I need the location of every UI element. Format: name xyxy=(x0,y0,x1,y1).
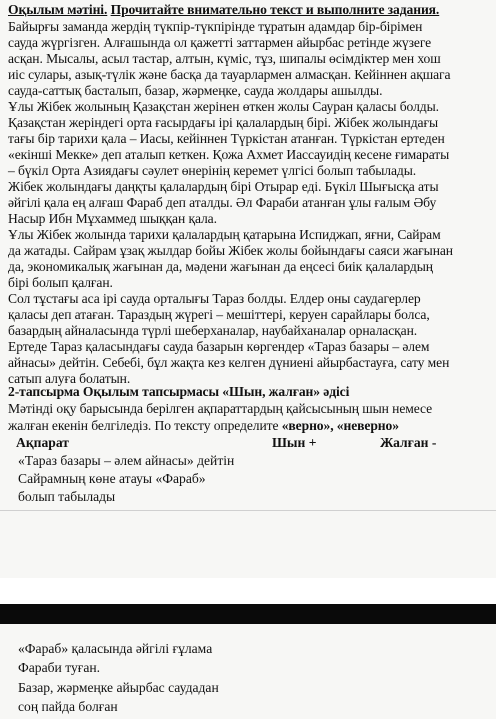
task-title: 2-тапсырма Оқылым тапсырмасы «Шын, жалған» әдісі xyxy=(8,384,350,399)
page-edge-divider xyxy=(0,510,496,511)
text-line: иіс сулары, азық-түлік және басқа да тауарлармен алмасқан. Кейіннен ақшага xyxy=(8,67,451,82)
text-line: сауда жүргізген. Алғашында ол қажетті заттармен айырбас ретінде жүзеге xyxy=(8,35,432,50)
text-line: қаласы деп атаған. Тараздың жүрегі – мешіттері, керуен сарайлары болса, xyxy=(8,307,430,322)
text-line: Жібек жолындағы даңқты қалалардың бірі Отырар еді. Бүкіл Шығысқа аты xyxy=(8,179,439,194)
text-line: бірі болып қалған. xyxy=(8,275,113,290)
table-row: соң пайда болған xyxy=(18,699,118,714)
text-line: әйгілі қала ең алғаш Фараб деп аталды. Әл Фараби атанған ұлы ғалым Әбу xyxy=(8,195,437,210)
table-row: болып табылады xyxy=(18,489,116,504)
heading xyxy=(8,2,439,18)
text-line: «екінші Мекке» деп аталып кеткен. Қожа Ахмет Иассауидің кесене ғимараты xyxy=(8,147,450,162)
text-line: Насыр Ибн Мұхаммед шыққан қала. xyxy=(8,211,217,226)
photo-gap-band xyxy=(0,604,496,624)
table-row: Базар, жәрмеңке айырбас саудадан xyxy=(18,680,219,695)
text-line: – бүкіл Орта Азиядағы сәулет өнерінің керемет үлгісі болып табылады. xyxy=(8,163,417,178)
table-header-true: Шын + xyxy=(272,435,317,450)
table-row: «Тараз базары – әлем айнасы» дейтін xyxy=(18,453,235,468)
text-line: Ұлы Жібек жолының Қазақстан жерінен өткен жолы Сауран қаласы болды. xyxy=(8,99,439,114)
heading-kz: Оқылым мәтіні. xyxy=(8,2,108,17)
task-instruction-line2 xyxy=(8,418,399,434)
table-row: «Фараб» қаласында әйгілі ғұлама xyxy=(18,641,213,656)
task-instruction-line1: Мәтінді оқу барысында берілген ақпараттардың қайсысының шын немесе xyxy=(8,401,433,416)
task-instruction-kz: жалған екенін белгіледіз. По тексту определите xyxy=(8,418,282,433)
text-line: асқан. Мысалы, асыл тастар, алтын, күміс, тұз, шипалы өсімдіктер мен хош xyxy=(8,51,441,66)
table-header-false: Жалған - xyxy=(380,435,437,450)
text-line: Сол тұстағы аса ірі сауда орталығы Тараз болды. Елдер оны саудагерлер xyxy=(8,291,421,306)
heading-ru: Прочитайте внимательно текст и выполните задания. xyxy=(110,2,440,17)
task-instruction-answers: «верно», «неверно» xyxy=(281,418,399,433)
text-line: Ертеде Тараз қаласындағы сауда базарын көргендер «Тараз базары – әлем xyxy=(8,339,430,354)
text-line: Қазақстан жеріндегі орта ғасырдағы ірі қалалардың бірі. Жібек жолындағы xyxy=(8,115,438,130)
table-header-statement: Ақпарат xyxy=(16,435,69,450)
text-line: Байырғы заманда жердің түкпір-түкпірінде тұратын адамдар бір-бірімен xyxy=(8,19,423,34)
text-line: да жатады. Сайрам ұзақ жылдар бойы Жібек жолы бойындағы саяси жағынан xyxy=(8,243,453,258)
text-line: да, экономикалық жағынан да, мәдени жағынан да еңсесі биік қалалардың xyxy=(8,259,433,274)
table-row: Сайрамның көне атауы «Фараб» xyxy=(18,471,206,486)
text-line: сатып алуға болатын. xyxy=(8,371,131,386)
text-line: Ұлы Жібек жолында тарихи қалалардың қатарына Испиджап, яғни, Сайрам xyxy=(8,227,441,242)
text-line: тағы бір тарихи қала – Иасы, кейіннен Түркістан атанған. Түркістан ертеден xyxy=(8,131,445,146)
table-row: Фараби туған. xyxy=(18,660,101,675)
worksheet-page-bottom xyxy=(0,624,496,719)
text-line: айнасы» дейтін. Себебі, бұл жақта кез келген дүниені айырбастауға, сату мен xyxy=(8,355,450,370)
text-line: сауда-саттық басталып, базар, жәрмеңке, сауда жолдары ашылды. xyxy=(8,83,383,98)
text-line: базардың айналасында түрлі шеберханалар, наубайханалар орналасқан. xyxy=(8,323,418,338)
